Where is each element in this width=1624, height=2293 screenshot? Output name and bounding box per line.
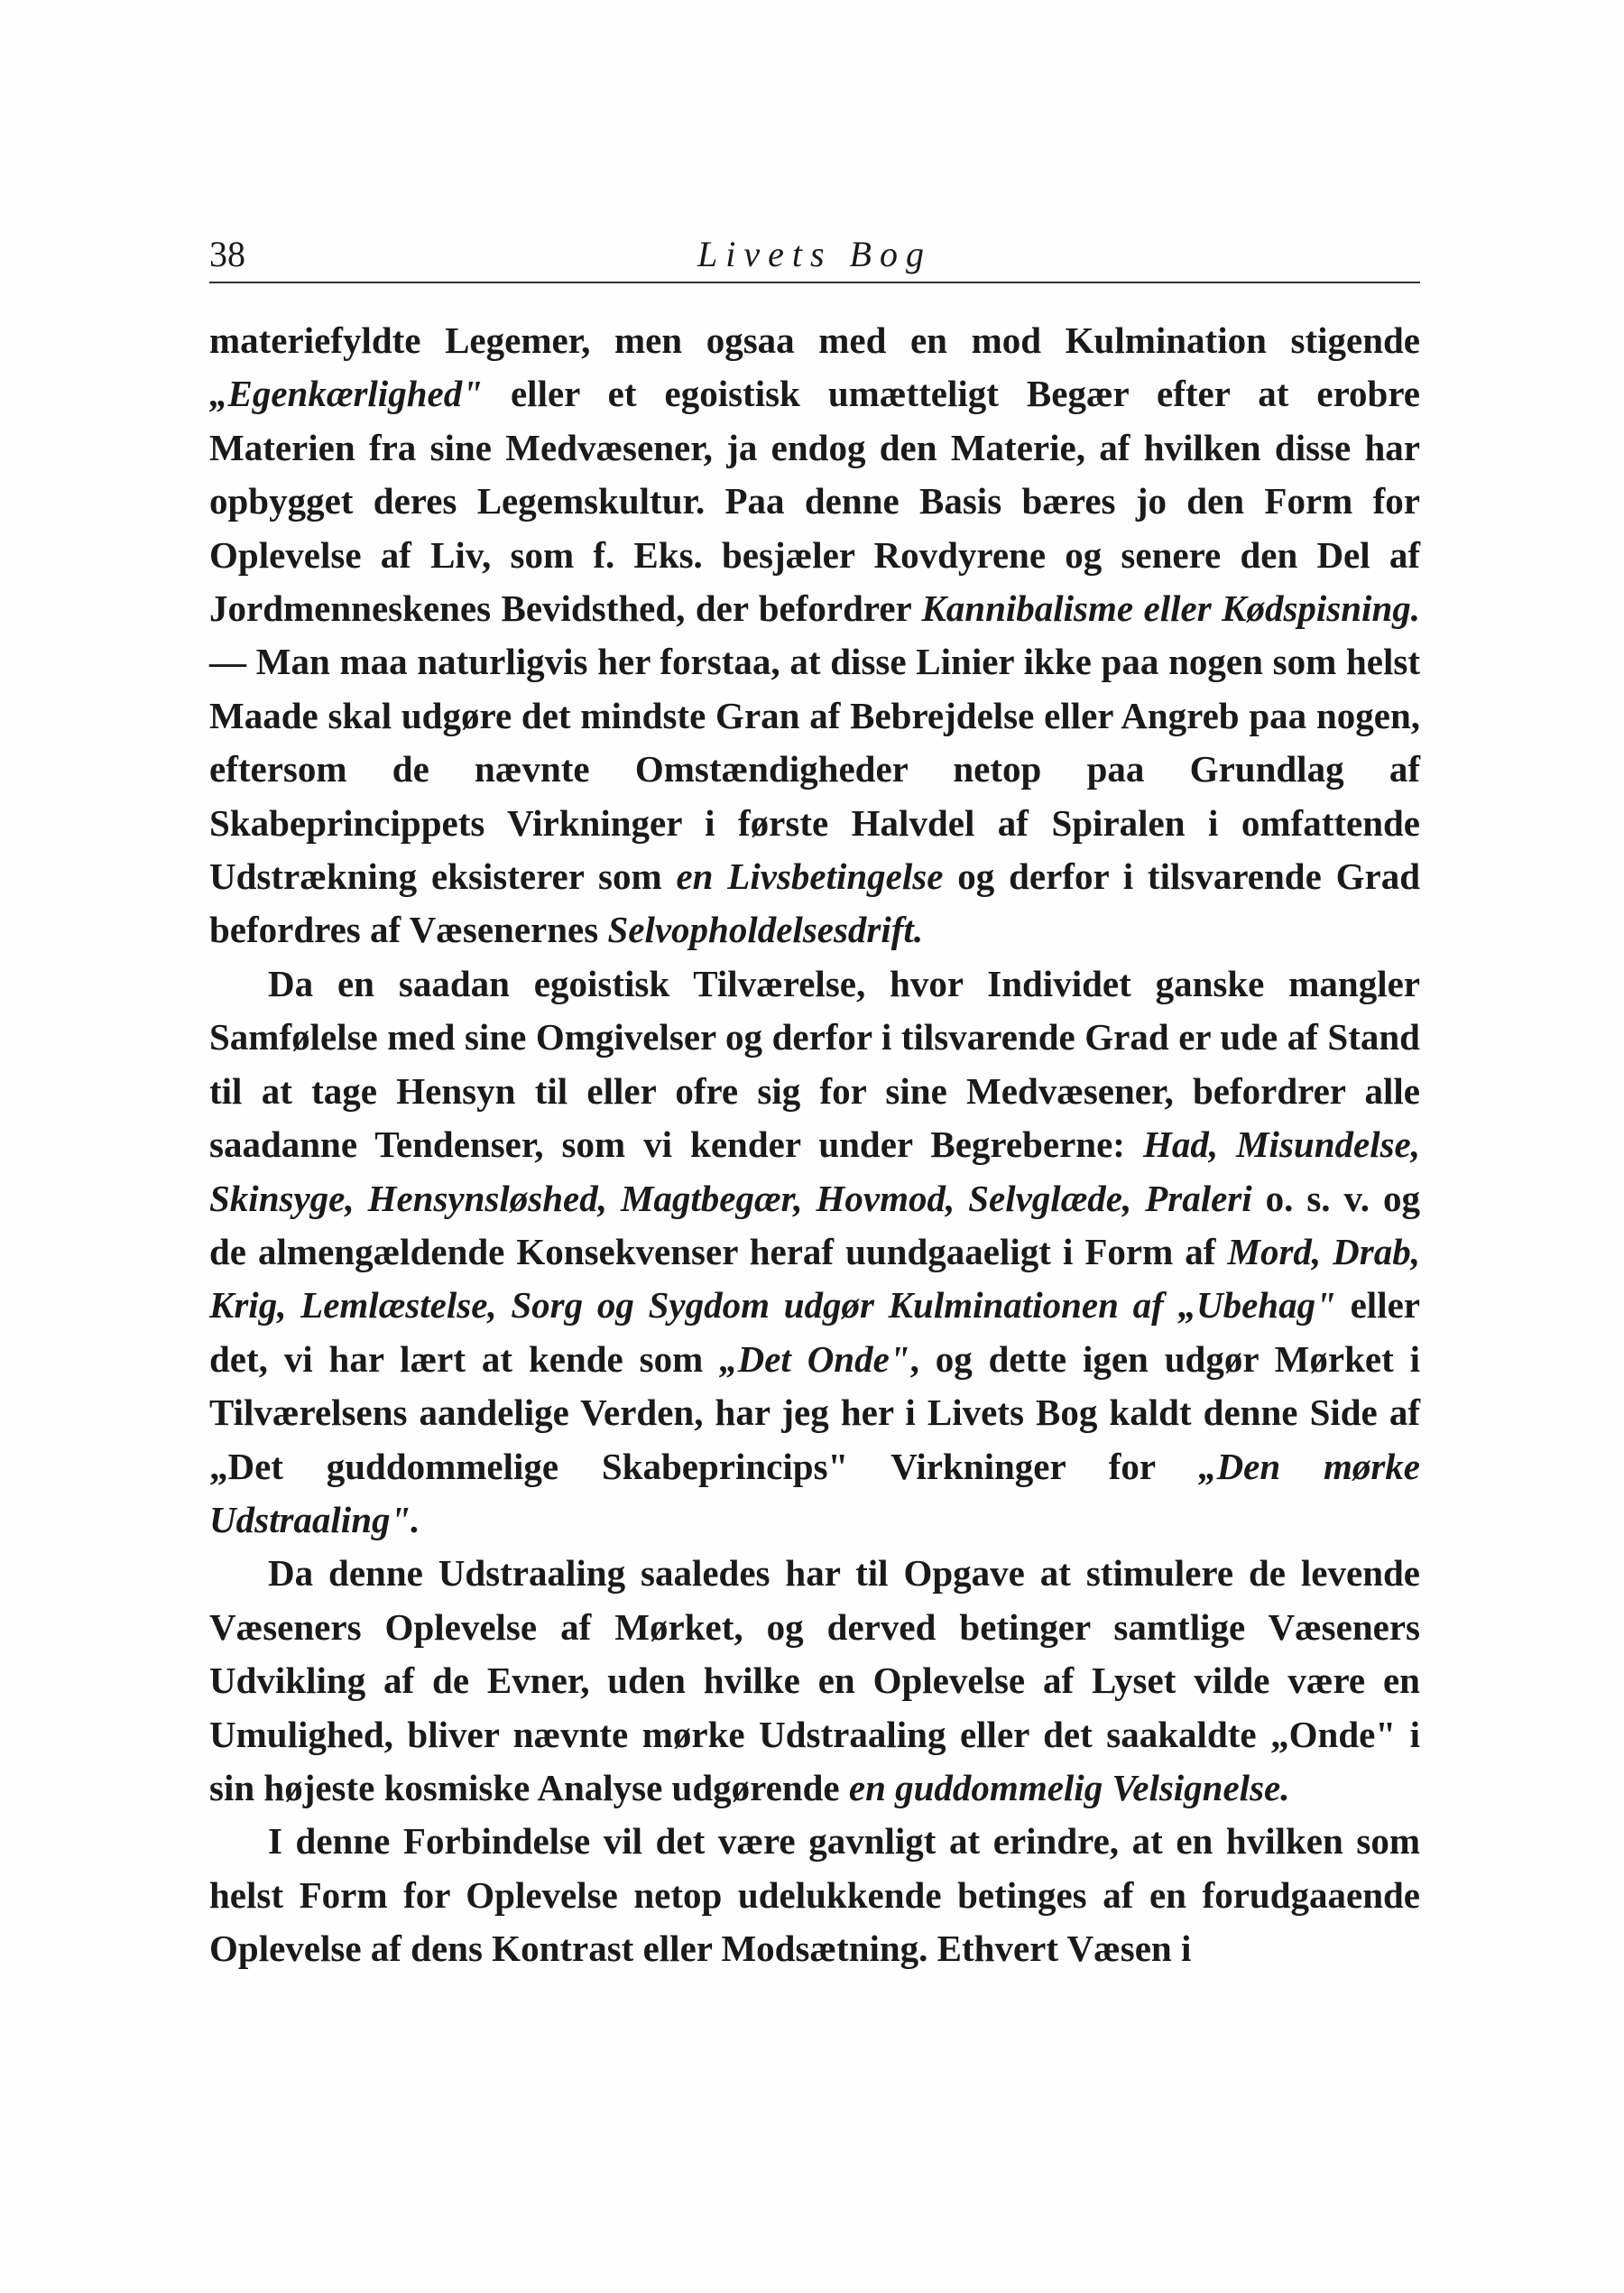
text-run: materiefyldte Legemer, men ogsaa med en mod Kulmination stigende xyxy=(209,319,1420,361)
text-run: eller et egoistisk umætteligt Begær efter at erobre Materien fra sine Medvæsener, ja endog den Materie, af hvilken disse har opbygget deres Legemskultur. Paa denne Basis bæres jo den Form for Oplevelse af Liv, som f. Eks. besjæler Rovdyrene og senere den Del af Jordmenneskenes Bevidsthed, der befordrer xyxy=(209,373,1420,630)
emphasis-text: en Livsbetingelse xyxy=(676,855,944,898)
paragraph-1 xyxy=(209,314,1420,957)
emphasis-text: „Egenkærlighed" xyxy=(209,373,483,415)
text-run: I denne Forbindelse vil det være gavnligt at erindre, at en hvilken som helst Form for Oplevelse netop udelukkende betinges af en forudgaaende Oplevelse af dens Kontrast eller Modsætning. Ethvert Væsen i xyxy=(209,1820,1420,1970)
emphasis-text: Mord, Drab, Krig, Lemlæstelse, Sorg og Sygdom udgør Kulminationen af „Ubehag" xyxy=(209,1230,1420,1327)
text-run: o. s. v. og de almengældende Konsekvenser heraf uundgaaeligt i Form af xyxy=(209,1177,1420,1272)
paragraph-3 xyxy=(209,1547,1420,1815)
emphasis-text: Had, Misundelse, Skinsyge, Hensynsløshed, Magtbegær, Hovmod, Selvglæde, Praleri xyxy=(209,1123,1420,1219)
emphasis-text: „Den mørke Udstraaling". xyxy=(209,1445,1420,1540)
text-run: , og dette igen udgør Mørket i Tilværelsens aandelige Verden, har jeg her i Livets Bog kaldt denne Side af „Det guddommelige Skabeprincips" Virkninger for xyxy=(209,1337,1420,1487)
emphasis-text: „Det Onde" xyxy=(719,1337,910,1380)
body-text xyxy=(209,314,1420,1976)
emphasis-text: Selvopholdelsesdrift. xyxy=(607,909,924,951)
text-run: og derfor i tilsvarende Grad befordres af Væsenernes xyxy=(209,855,1420,951)
paragraph-2 xyxy=(209,957,1420,1547)
emphasis-text: Kannibalisme eller Kødspisning. xyxy=(921,587,1421,630)
text-run: — Man maa naturligvis her forstaa, at disse Linier ikke paa nogen som helst Maade skal udgøre det mindste Gran af Bebrejdelse eller Angreb paa nogen, eftersom de nævnte Omstændigheder netop paa Grundlag af Skabeprincippets Virkninger i første Halvdel af Spiralen i omfattende Udstrækning eksisterer som xyxy=(209,641,1420,898)
text-run: Da en saadan egoistisk Tilværelse, hvor Individet ganske mangler Samfølelse med sine Omgivelser og derfor i tilsvarende Grad er ude af Stand til at tage Hensyn til eller ofre sig for sine Medvæsener, befordrer alle saadanne Tendenser, som vi kender under Begreberne: xyxy=(209,962,1420,1166)
emphasis-text: en guddommelig Velsignelse. xyxy=(848,1766,1290,1808)
running-header xyxy=(209,226,1420,283)
text-run: eller det, vi har lært at kende som xyxy=(209,1284,1420,1380)
running-title: Livets Bog xyxy=(697,234,932,274)
text-run: Da denne Udstraaling saaledes har til Opgave at stimulere de levende Væseners Oplevelse af Mørket, og derved betinger samtlige Væseners Udvikling af de Evner, uden hvilke en Oplevelse af Lyset vilde være en Umulighed, bliver nævnte mørke Udstraaling eller det saakaldte „Onde" i sin højeste kosmiske Analyse udgørende xyxy=(209,1552,1420,1808)
paragraph-4 xyxy=(209,1815,1420,1975)
page-number: 38 xyxy=(209,234,245,274)
